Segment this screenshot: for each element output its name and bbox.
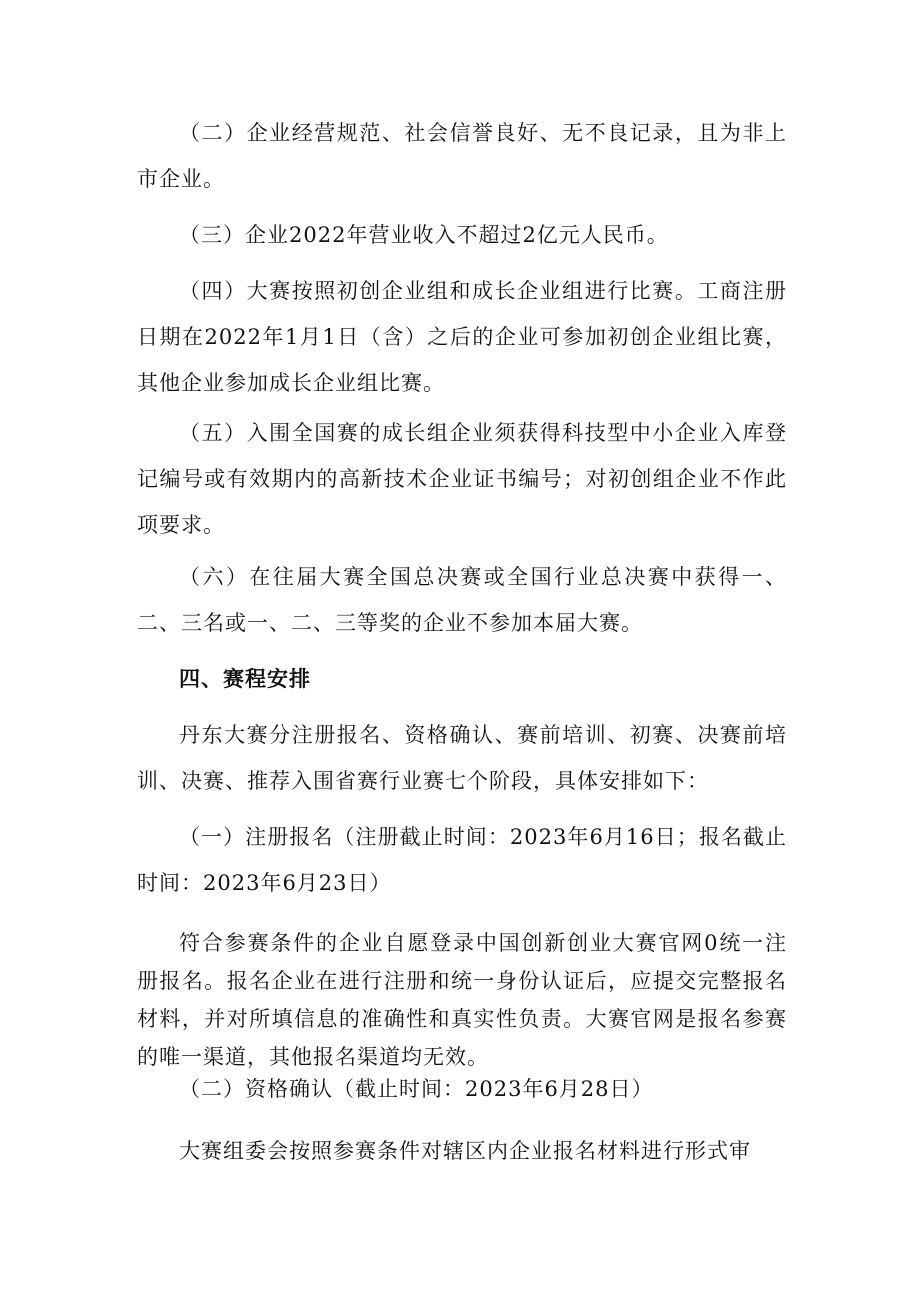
- section-intro: 丹东大赛分注册报名、资格确认、赛前培训、初赛、决赛前培训、决赛、推荐入围省赛行业赛七个阶段，具体安排如下：: [137, 723, 787, 793]
- paragraph-condition-4: （四）大赛按照初创企业组和成长企业组进行比赛。工商注册日期在2022年1月1日（含）之后的企业可参加初创企业组比赛，其他企业参加成长企业组比赛。: [137, 279, 787, 395]
- paragraph-condition-5: （五）入围全国赛的成长组企业须获得科技型中小企业入库登记编号或有效期内的高新技术企业证书编号；对初创组企业不作此项要求。: [137, 421, 787, 537]
- paragraph-condition-2: （二）企业经营规范、社会信誉良好、无不良记录，且为非上市企业。: [137, 121, 787, 191]
- stage-2-title: （二）资格确认（截止时间：2023年6月28日）: [179, 1077, 654, 1101]
- stage-1-title: （一）注册报名（注册截止时间：2023年6月16日；报名截止时间：2023年6月23日）: [137, 825, 787, 895]
- paragraph-condition-3: （三）企业2022年营业收入不超过2亿元人民币。: [179, 223, 669, 247]
- stage-2-body: 大赛组委会按照参赛条件对辖区内企业报名材料进行形式审: [179, 1139, 751, 1163]
- section-heading: 四、赛程安排: [179, 667, 311, 691]
- paragraph-condition-6: （六）在往届大赛全国总决赛或全国行业总决赛中获得一、二、三名或一、二、三等奖的企业不参加本届大赛。: [137, 565, 787, 635]
- stage-1-body: 符合参赛条件的企业自愿登录中国创新创业大赛官网0统一注册报名。报名企业在进行注册和统一身份认证后，应提交完整报名材料，并对所填信息的准确性和真实性负责。大赛官网是报名参赛的唯一渠道，其他报名渠道均无效。: [137, 931, 787, 1069]
